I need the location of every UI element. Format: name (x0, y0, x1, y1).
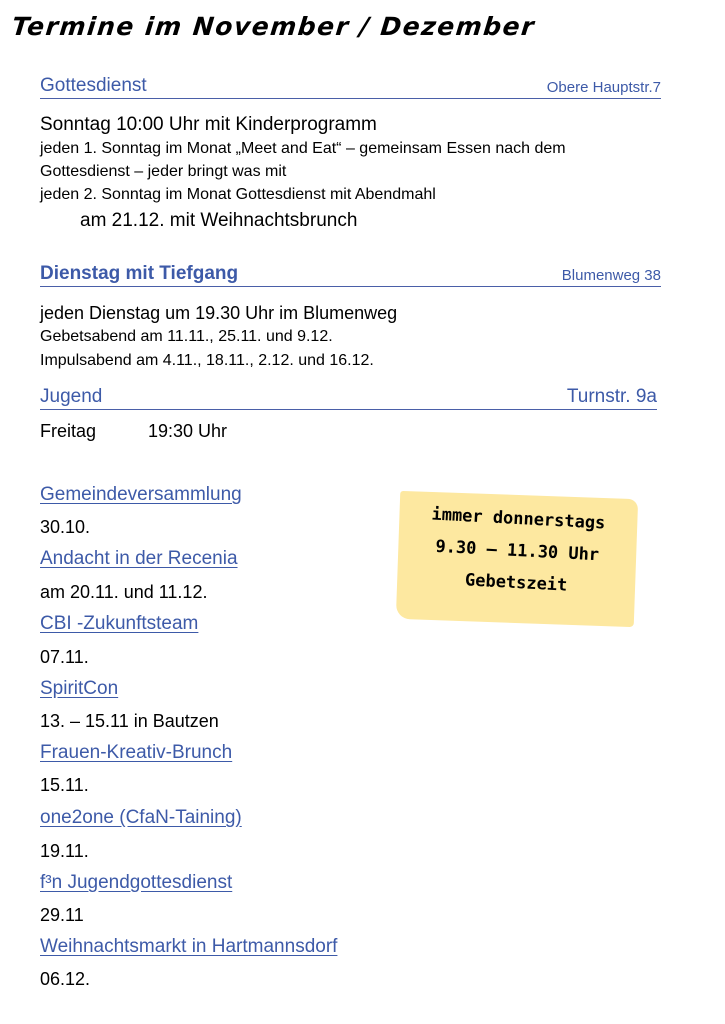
gottesdienst-heading: Gottesdienst (40, 75, 147, 96)
jugend-heading: Jugend (40, 386, 103, 407)
jugend-time: 19:30 Uhr (148, 421, 228, 441)
gottesdienst-header (40, 76, 661, 99)
dienstag-line-2: Gebetsabend am 11.11., 25.11. und 9.12. (40, 328, 333, 345)
event-title[interactable]: SpiritCon (40, 678, 119, 699)
event-title[interactable]: one2one (CfaN-Taining) (40, 807, 242, 828)
gottesdienst-address: Obere Hauptstr.7 (546, 79, 661, 96)
note-line-3: Gebetszeit (464, 570, 568, 596)
gottesdienst-line-3: Gottesdienst – jeder bringt was mit (40, 163, 287, 180)
event-title[interactable]: Weihnachtsmarkt in Hartmannsdorf (40, 936, 338, 957)
dienstag-heading: Dienstag mit Tiefgang (40, 263, 239, 284)
jugend-address: Turnstr. 9a (566, 386, 657, 407)
page-title: Termine im November / Dezember (10, 12, 537, 41)
dienstag-header (40, 264, 661, 287)
event-date: 15.11. (40, 775, 89, 795)
event-title[interactable]: f³n Jugendgottesdienst (40, 872, 233, 893)
event-date: 29.11 (40, 905, 84, 925)
gottesdienst-line-5: am 21.12. mit Weihnachtsbrunch (80, 210, 358, 231)
event-date: 19.11. (40, 841, 89, 861)
event-title[interactable]: Gemeindeversammlung (40, 484, 242, 505)
gottesdienst-line-1: Sonntag 10:00 Uhr mit Kinderprogramm (40, 114, 377, 135)
event-date: 13. – 15.11 in Bautzen (40, 711, 219, 731)
gottesdienst-line-4: jeden 2. Sonntag im Monat Gottesdienst mit Abendmahl (40, 186, 436, 203)
sticky-note (396, 491, 638, 627)
event-title[interactable]: CBI -Zukunftsteam (40, 613, 199, 634)
dienstag-address: Blumenweg 38 (561, 267, 661, 284)
event-title[interactable]: Andacht in der Recenia (40, 548, 238, 569)
event-title[interactable]: Frauen-Kreativ-Brunch (40, 742, 233, 763)
dienstag-line-1: jeden Dienstag um 19.30 Uhr im Blumenweg (40, 303, 398, 323)
jugend-day: Freitag (40, 421, 97, 441)
event-date: am 20.11. und 11.12. (40, 582, 208, 602)
dienstag-line-3: Impulsabend am 4.11., 18.11., 2.12. und 16.12. (40, 352, 374, 369)
note-line-2: 9.30 – 11.30 Uhr (434, 536, 600, 566)
event-date: 07.11. (40, 647, 89, 667)
jugend-header (40, 387, 657, 410)
event-date: 06.12. (40, 969, 91, 989)
event-date: 30.10. (40, 517, 91, 537)
note-line-1: immer donnerstags (430, 504, 606, 534)
gottesdienst-line-2: jeden 1. Sonntag im Monat „Meet and Eat“ – gemeinsam Essen nach dem (40, 140, 566, 157)
